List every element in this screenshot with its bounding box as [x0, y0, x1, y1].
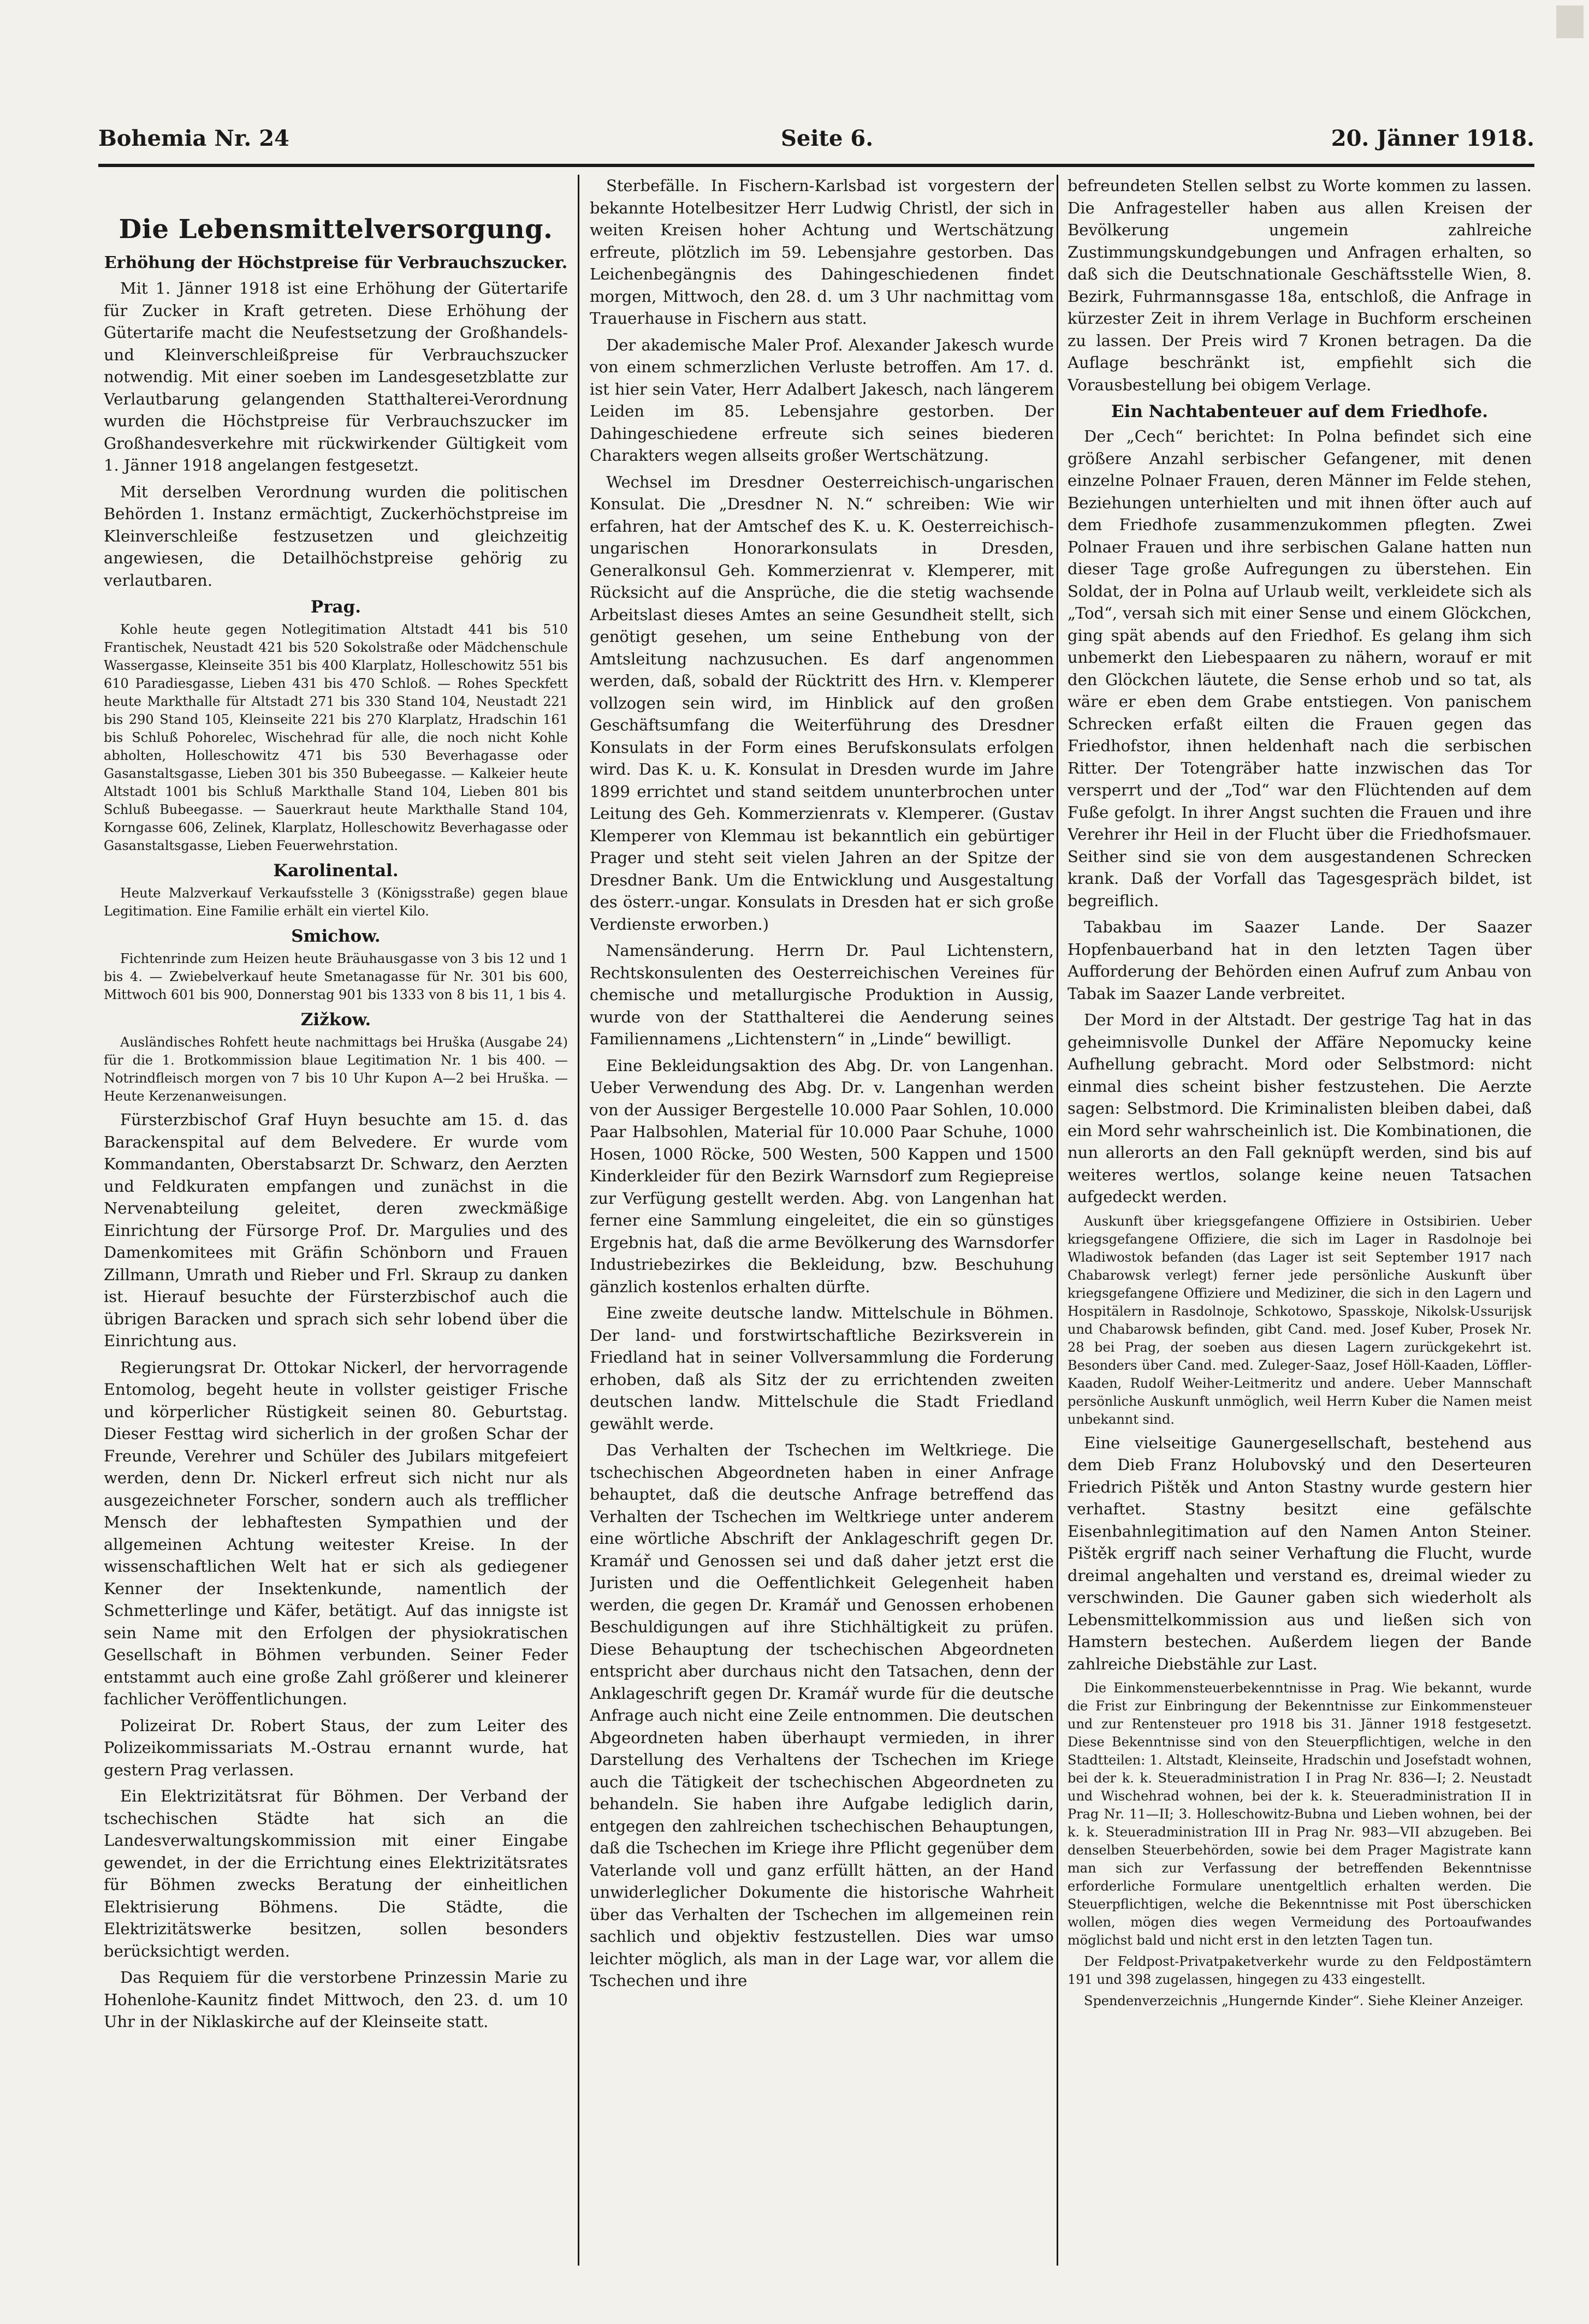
header-date: 20. Jänner 1918.: [1331, 126, 1534, 151]
district-notice: Heute Malzverkauf Verkaufsstelle 3 (Königsstraße) gegen blaue Legitimation. Eine Familie erhält ein viertel Kilo.: [104, 885, 568, 919]
news-item: Eine Bekleidungsaktion des Abg. Dr. von Langenhan. Ueber Verwendung des Abg. Dr. v. Langenhan werden von der Aussiger Bergestelle 10.000 Paar Sohlen, 10.000 Paar Halbsohlen, Material für 10.000 Paar Schuhe, 1000 Hosen, 1000 Röcke, 500 Westen, 500 Kappen und 1500 Kinderkleider für den Bezirk Warnsdorf zum Regiepreise zur Verfügung gestellt werden. Abg. von Langenhan hat ferner eine Sammlung eingeleitet, die ein so günstiges Ergebnis hat, daß die arme Bevölkerung des Warnsdorfer Industriebezirkes die Bekleidung, bzw. Beschuhung gänzlich kostenlos erhalten dürfte.: [590, 1056, 1054, 1296]
news-item: Der Mord in der Altstadt. Der gestrige Tag hat in das geheimnisvolle Dunkel der Affäre Nepomucky keine Aufhellung gebracht. Mord oder Selbstmord: nicht einmal dies scheint bisher festzustehen. Die Aerzte sagen: Selbstmord. Die Kriminalisten bleiben dabei, daß ein Mord sehr wahrscheinlich ist. Die Kombinationen, die nun allerorts an den Fall geknüpft werden, sind bis auf weiteres wertlos, solange keine neuen Tatsachen aufgedeckt werden.: [1068, 1011, 1532, 1206]
column-separator: [578, 175, 579, 2266]
news-item: Eine zweite deutsche landw. Mittelschule in Böhmen. Der land- und forstwirtschaftliche Bezirksverein in Friedland hat in seiner Vollversammlung die Forderung erhoben, daß als Sitz der zu errichtenden zweiten deutschen landw. Mittelschule die Stadt Friedland gewählt werde.: [590, 1304, 1054, 1433]
news-item: Das Requiem für die verstorbene Prinzessin Marie zu Hohenlohe-Kaunitz findet Mittwoch, den 23. d. um 10 Uhr in der Niklaskirche auf der Kleinseite statt.: [104, 1968, 568, 2031]
header-rule: [98, 164, 1534, 167]
news-item: Der Feldpost-Privatpaketverkehr wurde zu den Feldpostämtern 191 und 398 zugelassen, hingegen zu 433 eingestellt.: [1068, 1954, 1532, 1987]
district-notice: Fichtenrinde zum Heizen heute Bräuhausgasse von 3 bis 12 und 1 bis 4. — Zwiebelverkauf heute Smetanagasse für Nr. 301 bis 600, Mittwoch 601 bis 900, Donnerstag 901 bis 1333 von 8 bis 11, 1 bis 4.: [104, 951, 568, 1002]
news-item: Fürsterzbischof Graf Huyn besuchte am 15. d. das Barackenspital auf dem Belvedere. Er wurde vom Kommandanten, Oberstabsarzt Dr. Schwarz, den Aerzten und Feldkuraten empfangen und zunächst in die Nervenabteilung geleitet, deren zweckmäßige Einrichtung der Fürsorge Prof. Dr. Margulies und des Damenkomitees mit Gräfin Schönborn und Frauen Zillmann, Umrath und Rieber und Frl. Skraup zu danken ist. Hierauf besuchte der Fürsterzbischof auch die übrigen Baracken und sprach sich sehr lobend über die Einrichtung aus.: [104, 1110, 568, 1350]
news-item: Der akademische Maler Prof. Alexander Jakesch wurde von einem schmerzlichen Verluste betroffen. Am 17. d. ist hier sein Vater, Herr Adalbert Jakesch, nach längerem Leiden im 85. Lebensjahre gestorben. Der Dahingeschiedene erfreute sich seines biederen Charakters wegen allseits großer Wertschätzung.: [590, 335, 1054, 465]
article-heading: Ein Nachtabenteuer auf dem Friedhofe.: [1111, 402, 1489, 421]
district-notice: Ausländisches Rohfett heute nachmittags bei Hruška (Ausgabe 24) für die 1. Brotkommission blaue Legitimation Nr. 1 bis 400. — Notrindfleisch morgen von 7 bis 10 Uhr Kupon A—2 bei Hruška. — Heute Kerzenanweisungen.: [104, 1035, 568, 1104]
news-item: Die Einkommensteuerbekenntnisse in Prag. Wie bekannt, wurde die Frist zur Einbringung der Bekenntnisse zur Einkommensteuer und zur Rentensteuer pro 1918 bis 31. Jänner 1918 festgesetzt. Diese Bekenntnisse sind von den Steuerpflichtigen, welche in den Stadtteilen: 1. Altstadt, Kleinseite, Hradschin und Josefstadt wohnen, bei der k. k. Steueradministration I in Prag Nr. 836—I; 2. Neustadt und Wischehrad wohnen, bei der k. k. Steueradministration II in Prag Nr. 11—II; 3. Holleschowitz-Bubna und Lieben wohnen, bei der k. k. Steueradministration III in Prag Nr. 983—VII abzugeben. Bei denselben Steuerbehörden, sowie bei dem Prager Magistrate kann man sich zur Verfassung der betreffenden Bekenntnisse erforderliche Formulare unentgeltlich erhalten werden. Die Steuerpflichtigen, welche die Bekenntnisse mit Post überschicken wollen, mögen dies wegen Vermeidung des Portoaufwandes möglichst bald und nicht erst in den letzten Tagen tun.: [1068, 1680, 1532, 1948]
news-item: Wechsel im Dresdner Oesterreichisch-ungarischen Konsulat. Die „Dresdner N. N.“ schreiben: Wie wir erfahren, hat der Amtschef des K. u. K. Oesterreichisch-ungarischen Honorarkonsulats in Dresden, Generalkonsul Geh. Kommerzienrat v. Klemperer, mit Rücksicht auf die Ansprüche, die die stetig wachsende Arbeitslast dieses Amtes an seine Gesundheit stellt, sich genötigt gesehen, um seine Enthebung von der Amtsleitung nachzusuchen. Es darf angenommen werden, daß, sobald der Rücktritt des Hrn. v. Klemperer vollzogen sein wird, im Hinblick auf den großen Geschäftsumfang die Weiterführung des Dresdner Konsulats in der Form eines Berufskonsulats erfolgen wird. Das K. u. K. Konsulat in Dresden wurde im Jahre 1899 errichtet und stand seitdem ununterbrochen unter Leitung des Geh. Kommerzienrats v. Klemperer. (Gustav Klemperer von Klemmau ist bekanntlich ein gebürtiger Prager und steht seit vielen Jahren an der Spitze der Dresdner Bank. Um die Entwicklung und Ausgestaltung des österr.-ungar. Konsulats in Dresden hat er sich große Verdienste erworben.): [590, 472, 1054, 934]
district-notice: Kohle heute gegen Notlegitimation Altstadt 441 bis 510 Frantischek, Neustadt 421 bis 520 Sokolstraße oder Mädchenschule Wassergasse, Kleinseite 351 bis 400 Klarplatz, Holleschowitz 551 bis 610 Paradiesgasse, Lieben 431 bis 470 Schloß. — Rohes Speckfett heute Markthalle für Altstadt 271 bis 330 Stand 104, Neustadt 221 bis 290 Stand 105, Kleinseite 221 bis 270 Klarplatz, Hradschin 161 bis Schluß Pohorelec, Wischehrad für alle, die noch nicht Kohle abholten, Holleschowitz 471 bis 530 Beverhagasse oder Gasanstaltsgasse, Lieben 301 bis 350 Bubeegasse. — Kalkeier heute Altstadt 1001 bis Schluß Markthalle Stand 104, Lieben 801 bis Schluß Bubeegasse. — Sauerkraut heute Markthalle Stand 104, Korngasse 606, Zelinek, Klarplatz, Holleschowitz Beverhagasse oder Gasanstaltsgasse, Lieben Feuerwehrstation.: [104, 622, 568, 853]
column-2: [590, 175, 1054, 2266]
header-page-number: Seite 6.: [781, 126, 874, 151]
news-item: Das Verhalten der Tschechen im Weltkriege. Die tschechischen Abgeordneten haben in einer Anfrage behauptet, daß die deutsche Anfrage betreffend das Verhalten der Tschechen im Weltkriege unter anderem eine wörtliche Abschrift der Anklageschrift gegen Dr. Kramář und Genossen sei und daß daher jetzt erst die Juristen und die Oeffentlichkeit Gelegenheit haben werden, die gegen Dr. Kramář und Genossen erhobenen Beschuldigungen auf ihre Stichhältigkeit zu prüfen. Diese Behauptung der tschechischen Abgeordneten entspricht aber durchaus nicht den Tatsachen, denn der Anklageschrift gegen Dr. Kramář wurde für die deutsche Anfrage auch nicht eine Zeile entnommen. Die deutschen Abgeordneten haben überhaupt vermieden, in ihrer Darstellung des Verhaltens der Tschechen im Kriege auch die Tätigkeit der tschechischen Abgeordneten zu behandeln. Sie haben ihre Aufgabe lediglich darin, entgegen den zahlreichen tschechischen Behauptungen, daß die Tschechen im Kriege ihre Pflicht gegenüber dem Vaterlande voll und ganz erfüllt hätten, an der Hand unwiderleglicher Dokumente die historische Wahrheit über das Verhalten der Tschechen im allgemeinen rein sachlich und objektiv festzustellen. Dies war umso leichter möglich, als man in der Lage war, vor allem die Tschechen und ihre: [590, 1441, 1054, 1990]
column-1: [104, 175, 568, 2266]
article-paragraph: Mit 1. Jänner 1918 ist eine Erhöhung der Gütertarife für Zucker in Kraft getreten. Diese Erhöhung der Gütertarife macht die Neufestsetzung der Großhandels- und Kleinverschleißpreise für Verbrauchszucker notwendig. Mit einer soeben im Landesgesetzblatte zur Verlautbarung gelangenden Statthalterei-Verordnung wurden die Höchstpreise für Verbrauchszucker im Großhandesverkehre mit rückwirkender Gültigkeit vom 1. Jänner 1918 angelangen festgesetzt.: [104, 279, 568, 474]
section-title: Die Lebensmittelversorgung.: [118, 214, 553, 245]
district-heading: Prag.: [310, 597, 361, 617]
news-item: Polizeirat Dr. Robert Staus, der zum Leiter des Polizeikommissariats M.-Ostrau ernannt wurde, hat gestern Prag verlassen.: [104, 1716, 568, 1779]
scan-edge: [1556, 5, 1584, 38]
news-item: Tabakbau im Saazer Lande. Der Saazer Hopfenbauerband hat in den letzten Tagen über Aufforderung der Behörden einen Aufruf zum Anbau von Tabak im Saazer Lande verbreitet.: [1068, 918, 1532, 1003]
header-masthead: Bohemia Nr. 24: [98, 126, 289, 151]
news-item: Spendenverzeichnis „Hungernde Kinder“. Siehe Kleiner Anzeiger.: [1084, 1993, 1524, 2008]
news-item: Eine vielseitige Gaunergesellschaft, bestehend aus dem Dieb Franz Holubovský und den Deserteuren Friedrich Pištěk und Anton Stastny wurde gestern hier verhaftet. Stastny besitzt eine gefälschte Eisenbahnlegitimation auf den Namen Anton Steiner. Pištěk ergriff nach seiner Verhaftung die Flucht, wurde dreimal angehalten und verstand es, dreimal wieder zu verschwinden. Die Gauner gaben sich wiederholt als Lebensmittelkommission aus und ließen sich von Hamstern bestechen. Außerdem liegen der Bande zahlreiche Diebstähle zur Last.: [1068, 1433, 1532, 1673]
district-heading: Zižkow.: [300, 1010, 371, 1030]
news-item: Ein Elektrizitätsrat für Böhmen. Der Verband der tschechischen Städte hat sich an die Landesverwaltungskommission mit einer Eingabe gewendet, in der die Errichtung eines Elektrizitätsrates für Böhmen zwecks Beratung der einheitlichen Elektrisierung Böhmens. Die Städte, die Elektrizitätswerke besitzen, sollen besonders berücksichtigt werden.: [104, 1787, 568, 1960]
news-item-continued: befreundeten Stellen selbst zu Worte kommen zu lassen. Die Anfragesteller haben aus allen Kreisen der Bevölkerung ungemein zahlreiche Zustimmungskundgebungen und Anfragen erhalten, so daß sich die Deutschnationale Geschäftsstelle Wien, 8. Bezirk, Fuhrmannsgasse 18a, entschloß, die Anfrage in kürzester Zeit in ihrem Verlage in Buchform erscheinen zu lassen. Der Preis wird 7 Kronen betragen. Da die Auflage beschränkt ist, empfiehlt sich die Vorausbestellung bei obigem Verlage.: [1068, 176, 1532, 394]
district-heading: Karolinental.: [273, 861, 399, 881]
news-item: Namensänderung. Herrn Dr. Paul Lichtenstern, Rechtskonsulenten des Oesterreichischen Vereines für chemische und metallurgische Produktion in Aussig, wurde von der Statthalterei die Aenderung seines Familiennamens „Lichtenstern“ in „Linde“ bewilligt.: [590, 941, 1054, 1048]
news-item: Der „Cech“ berichtet: In Polna befindet sich eine größere Anzahl serbischer Gefangener, mit denen einzelne Polnaer Frauen, deren Männer im Felde stehen, Beziehungen unterhielten und mit ihnen öfter auch auf dem Friedhofe zusammenzukommen pflegten. Zwei Polnaer Frauen und ihre serbischen Galane hatten nun dieser Tage große Aufregungen zu überstehen. Ein Soldat, der in Polna auf Urlaub weilt, verkleidete sich als „Tod“, versah sich mit einer Sense und einem Glöckchen, ging spät abends auf den Friedhof. Es gelang ihm sich unbemerkt den Liebespaaren zu nähern, worauf er mit den Glöckchen läutete, die Sense erhob und so tat, als wäre er eben dem Grabe entstiegen. Von panischem Schrecken erfaßt eilten die Frauen gegen das Friedhofstor, ihnen heldenhaft nach die serbischen Ritter. Der Totengräber hatte inzwischen das Tor versperrt und der „Tod“ war den Flüchtenden auf dem Fuße gefolgt. In ihrer Angst suchten die Frauen und ihre Verehrer ihr Heil in der Flucht über die Friedhofsmauer. Seither sind sie von dem ausgestandenen Schrecken krank. Daß der Vorfall das Tagesgespräch bildet, ist begreiflich.: [1068, 427, 1532, 910]
article-subtitle: Erhöhung der Höchstpreise für Verbrauchszucker.: [104, 253, 568, 272]
news-item: Sterbefälle. In Fischern-Karlsbad ist vorgestern der bekannte Hotelbesitzer Herr Ludwig Christl, der sich in weiten Kreisen hoher Achtung und Wertschätzung erfreute, plötzlich im 59. Lebensjahre gestorben. Das Leichenbegängnis des Dahingeschiedenen findet morgen, Mittwoch, den 28. d. um 3 Uhr nachmittag vom Trauerhause in Fischern aus statt.: [590, 176, 1054, 328]
news-item: Auskunft über kriegsgefangene Offiziere in Ostsibirien. Ueber kriegsgefangene Offiziere, die sich im Lager in Rasdolnoje bei Wladiwostok befanden (das Lager ist seit September 1917 nach Chabarowsk verlegt) ferner jede persönliche Auskunft über kriegsgefangene Offiziere und Mediziner, die sich in den Lagern und Hospitälern in Rasdolnoje, Schkotowo, Spasskoje, Nikolsk-Ussurijsk und Chabarowsk befinden, gibt Cand. med. Josef Kuber, Prosek Nr. 28 bei Prag, der soeben aus diesen Lagern zurückgekehrt ist. Besonders über Cand. med. Zuleger-Saaz, Josef Höll-Kaaden, Löffler-Kaaden, Rudolf Weiher-Leitmeritz und andere. Ueber Mannschaft persönliche Auskunft unmöglich, weil Herrn Kuber die Namen meist unbekannt sind.: [1068, 1213, 1532, 1427]
column-3: [1068, 175, 1532, 2266]
district-heading: Smichow.: [291, 926, 381, 946]
column-separator: [1057, 175, 1058, 2266]
page-header: [98, 126, 1534, 158]
article-paragraph: Mit derselben Verordnung wurden die politischen Behörden 1. Instanz ermächtigt, Zuckerhöchstpreise im Kleinverschleiße festzusetzen und gleichzeitig angewiesen, die Detailhöchstpreise gehörig zu verlautbaren.: [104, 482, 568, 590]
news-item: Regierungsrat Dr. Ottokar Nickerl, der hervorragende Entomolog, begeht heute in vollster geistiger Frische und körperlicher Rüstigkeit seinen 80. Geburtstag. Dieser Festtag wird sicherlich in der großen Schar der Freunde, Verehrer und Schüler des Jubilars mitgefeiert werden, denn Dr. Nickerl erfreut sich nicht nur als ausgezeichneter Forscher, sondern auch als trefflicher Mensch der lebhaftesten Sympathien und der allgemeinen Achtung weitester Kreise. In der wissenschaftlichen Welt hat er sich als gediegener Kenner der Insektenkunde, namentlich der Schmetterlinge und Käfer, betätigt. Auf das innigste ist sein Name mit den Erfolgen der physiokratischen Gesellschaft in Böhmen verbunden. Seiner Feder entstammt auch eine große Zahl größerer und kleinerer fachlicher Veröffentlichungen.: [104, 1358, 568, 1708]
